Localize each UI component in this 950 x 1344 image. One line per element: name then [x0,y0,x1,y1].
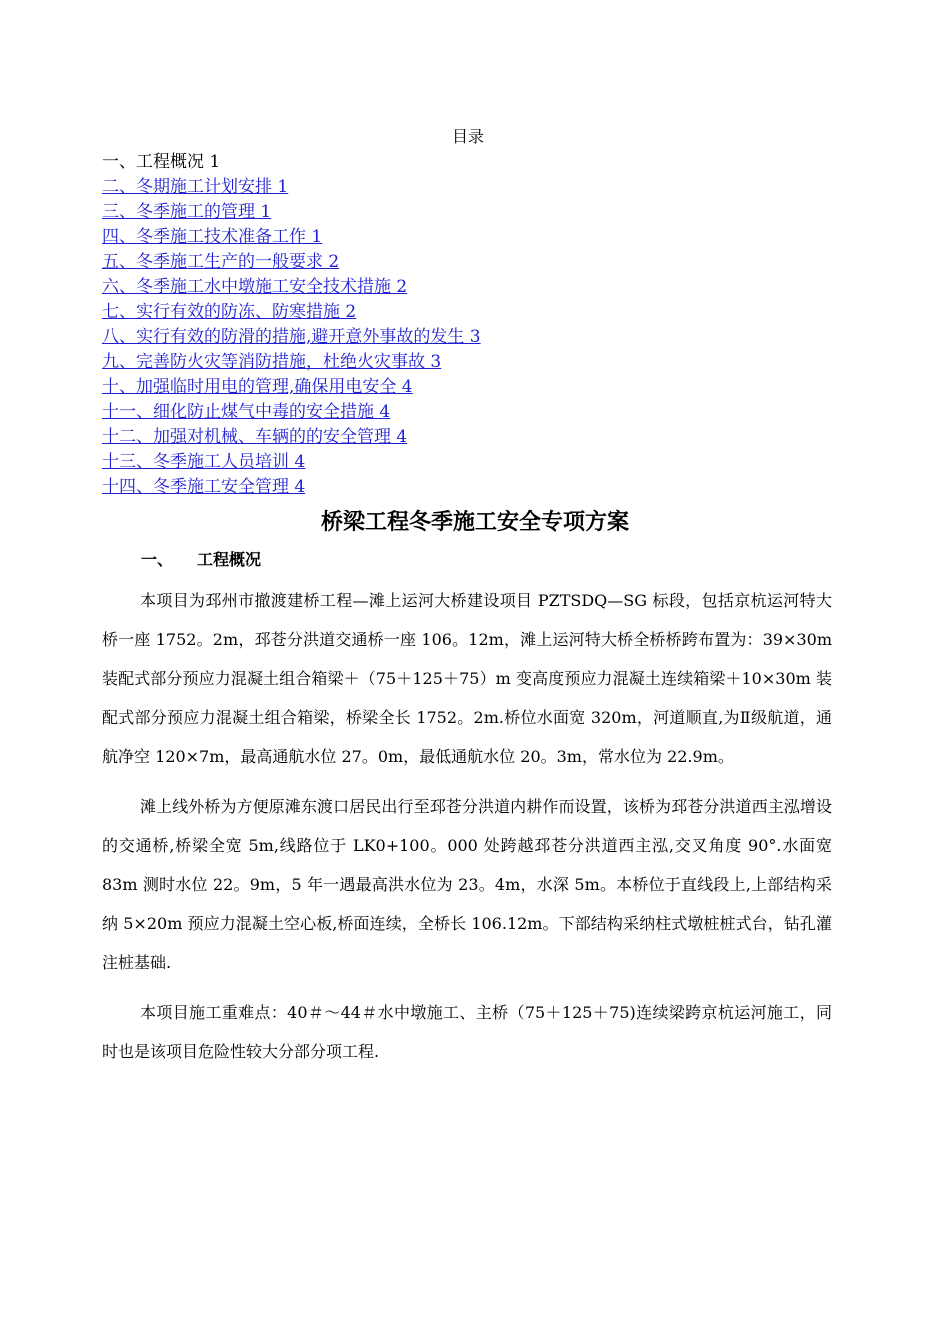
toc-item[interactable] [102,425,862,450]
table-of-contents [102,150,862,500]
toc-link[interactable]: 六、冬季施工水中墩施工安全技术措施 2 [102,277,408,297]
toc-item [102,150,862,175]
toc-item[interactable] [102,300,862,325]
toc-item[interactable] [102,400,862,425]
toc-link[interactable]: 十二、加强对机械、车辆的的安全管理 4 [102,427,408,447]
body-paragraph: 本项目施工重难点：40＃～44＃水中墩施工、主桥（75＋125＋75)连续梁跨京杭运河施工，同时也是该项目危险性较大分部分项工程. [102,1003,832,1061]
toc-link[interactable]: 八、实行有效的防滑的措施,避开意外事故的发生 3 [102,327,481,347]
section-body [102,581,832,1082]
toc-item[interactable] [102,375,862,400]
body-paragraph: 本项目为邳州市撤渡建桥工程—滩上运河大桥建设项目 PZTSDQ—SG 标段，包括京杭运河特大桥一座 1752。2m，邳苍分洪道交通桥一座 106。12m，滩上运河特大桥全桥桥跨布置为：39×30m 装配式部分预应力混凝土组合箱梁＋（75＋125＋75）m 变高度预应力混凝土连续箱梁＋10×30m 装配式部分预应力混凝土组合箱梁，桥梁全长 1752。2m.桥位水面宽 320m，河道顺直,为Ⅱ级航道，通航净空 120×7m，最高通航水位 27。0m，最低通航水位 20。3m，常水位为 22.9m。 [102,591,832,766]
toc-item[interactable] [102,350,862,375]
toc-item[interactable] [102,250,862,275]
toc-link[interactable]: 二、冬期施工计划安排 1 [102,177,289,197]
toc-item[interactable] [102,450,862,475]
toc-link[interactable]: 九、完善防火灾等消防措施，杜绝火灾事故 3 [102,352,442,372]
toc-item[interactable] [102,200,862,225]
toc-item[interactable] [102,275,862,300]
toc-title: 目录 [451,127,484,146]
body-paragraph: 滩上线外桥为方便原滩东渡口居民出行至邳苍分洪道内耕作而设置，该桥为邳苍分洪道西主泓增设的交通桥,桥梁全宽 5m,线路位于 LK0+100。000 处跨越邳苍分洪道西主泓,交叉角度 90°.水面宽 83m 测时水位 22。9m，5 年一遇最高洪水位为 23。4m，水深 5m。本桥位于直线段上,上部结构采纳 5×20m 预应力混凝土空心板,桥面连续，全桥长 106.12m。下部结构采纳柱式墩桩桩式台，钻孔灌注桩基础. [102,797,832,972]
toc-link[interactable]: 十四、冬季施工安全管理 4 [102,477,306,497]
toc-item[interactable] [102,325,862,350]
section-heading [141,546,261,574]
toc-item[interactable] [102,475,862,500]
toc-link[interactable]: 十、加强临时用电的管理,确保用电安全 4 [102,377,413,397]
toc-item[interactable] [102,225,862,250]
section-number: 一、 [141,550,174,569]
toc-item-text: 一、工程概况 1 [102,152,221,172]
toc-link[interactable]: 四、冬季施工技术准备工作 1 [102,227,323,247]
toc-link[interactable]: 三、冬季施工的管理 1 [102,202,272,222]
section-heading-text: 工程概况 [197,550,262,569]
document-title: 桥梁工程冬季施工安全专项方案 [320,510,629,535]
toc-link[interactable]: 五、冬季施工生产的一般要求 2 [102,252,340,272]
toc-link[interactable]: 十三、冬季施工人员培训 4 [102,452,306,472]
toc-item[interactable] [102,175,862,200]
toc-link[interactable]: 七、实行有效的防冻、防寒措施 2 [102,302,357,322]
toc-link[interactable]: 十一、细化防止煤气中毒的安全措施 4 [102,402,391,422]
